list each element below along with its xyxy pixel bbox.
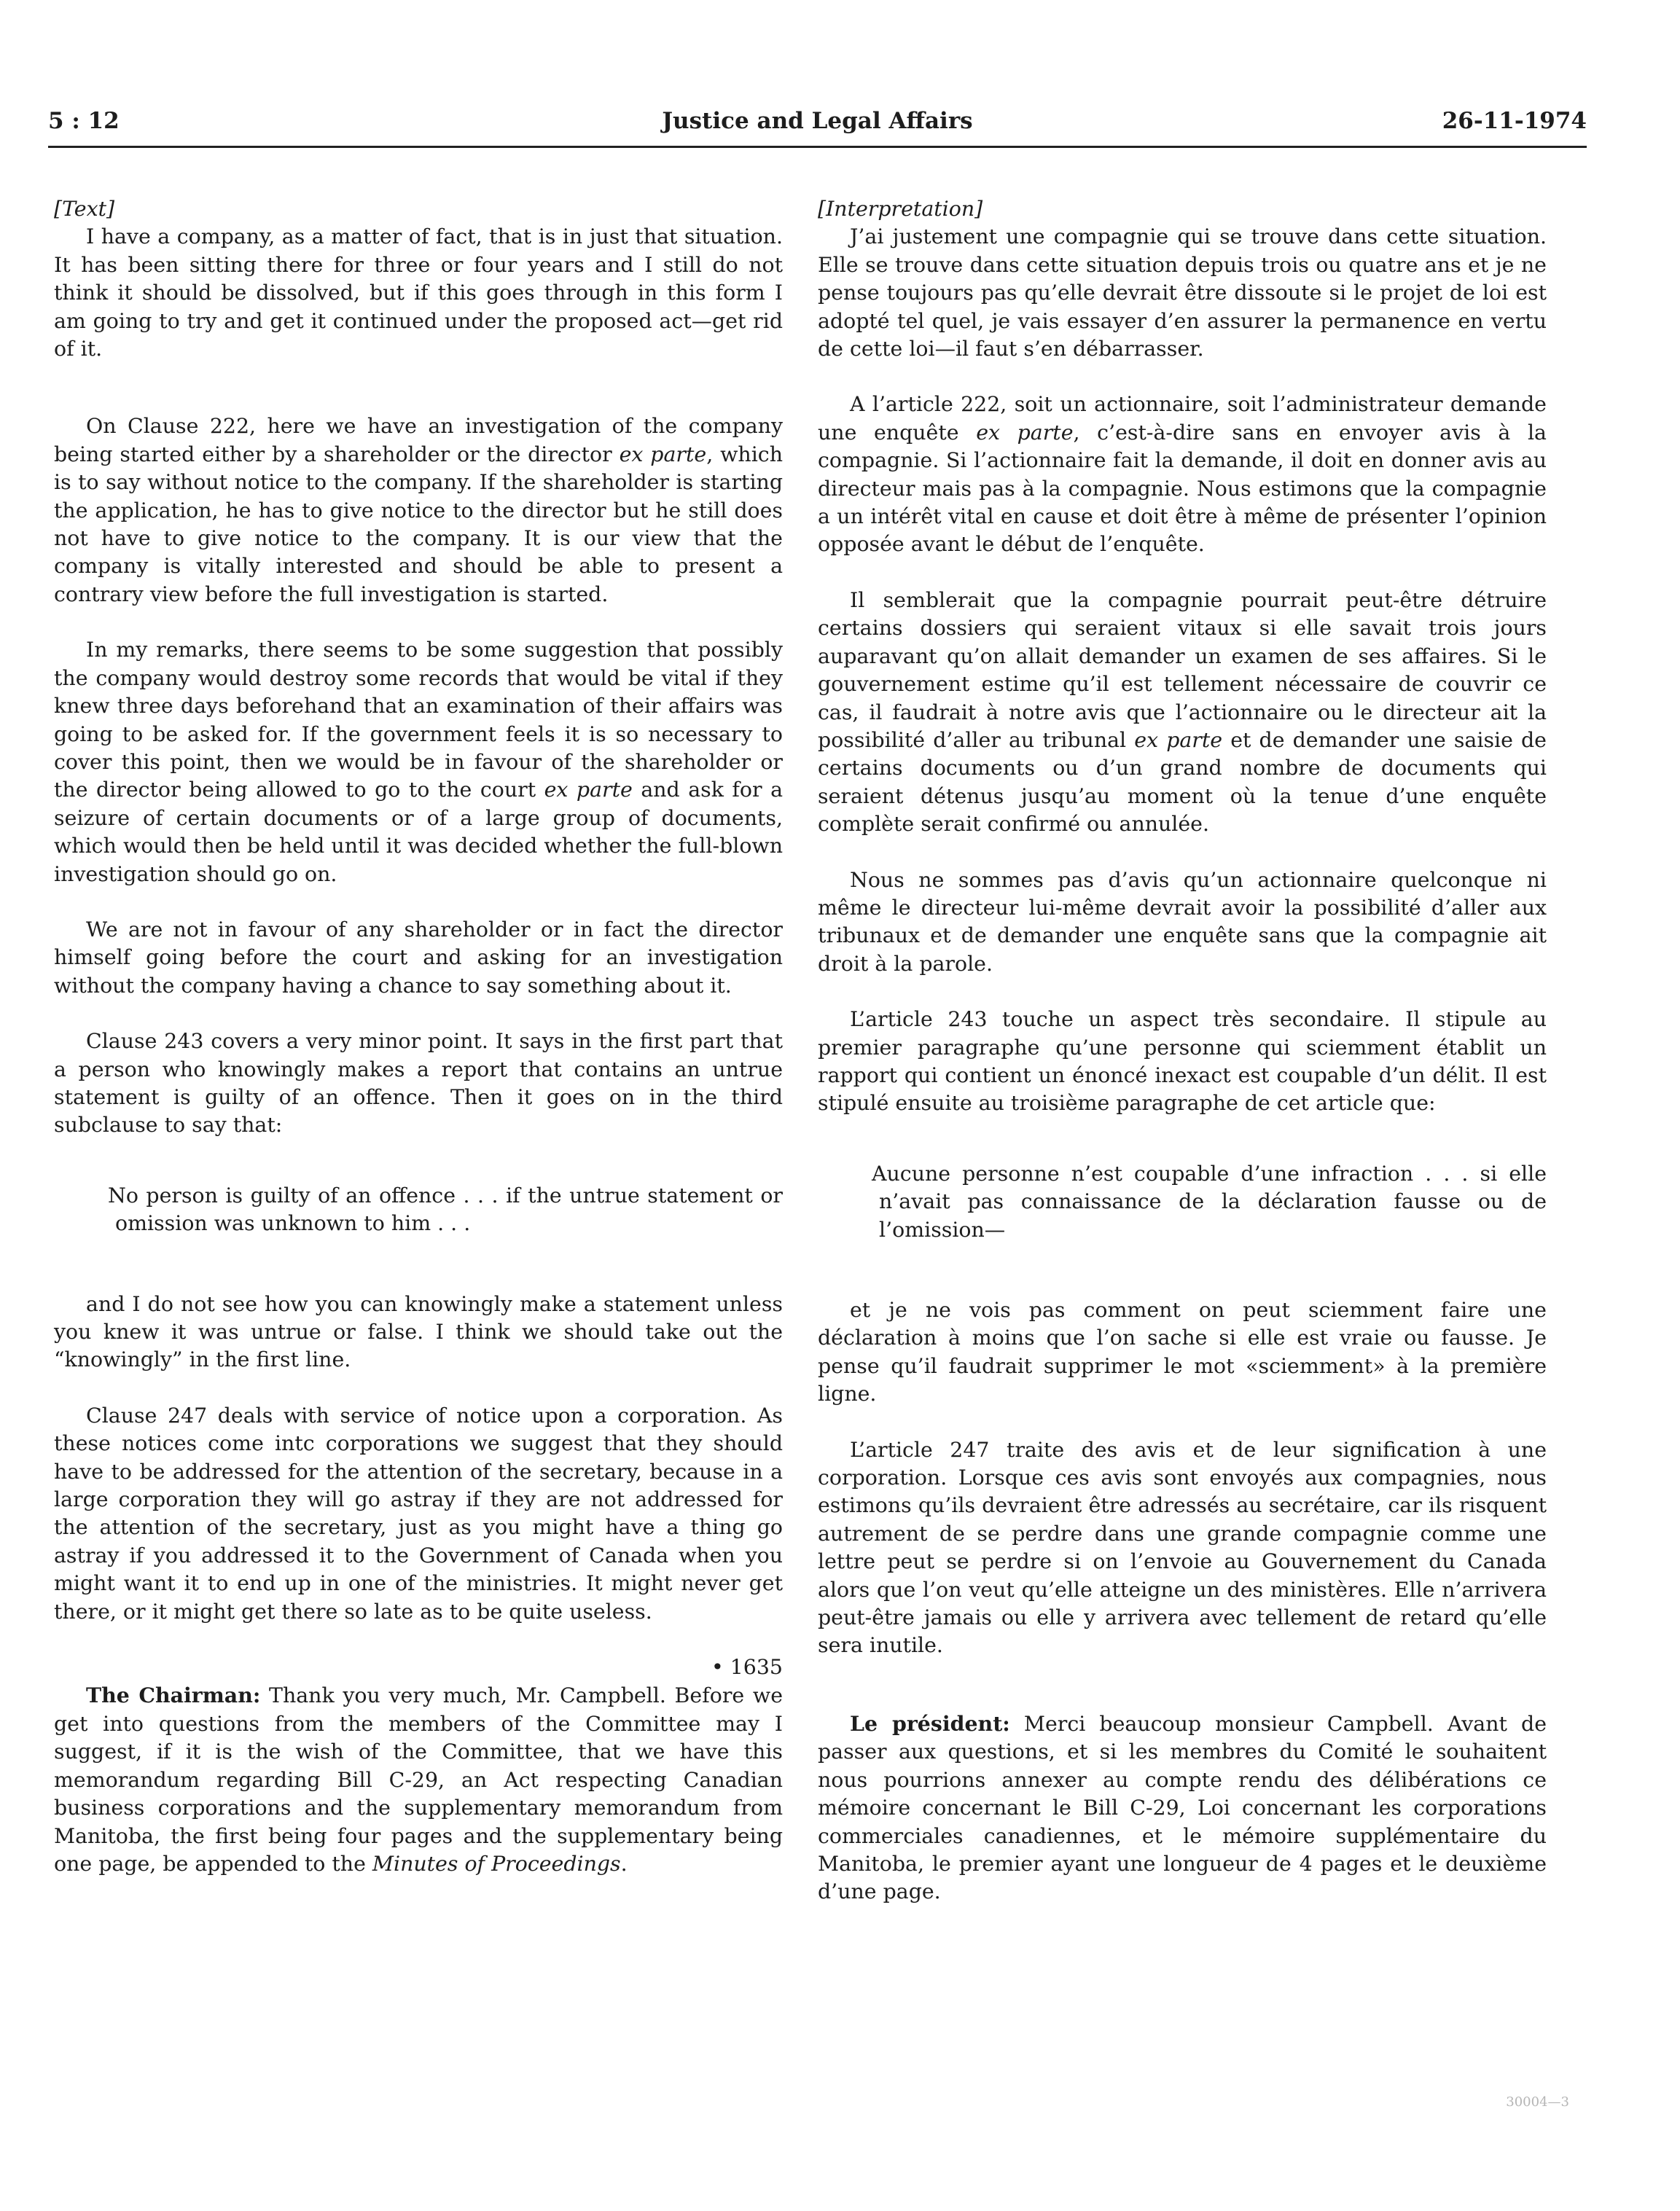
speaker-name: The Chairman: <box>86 1683 261 1708</box>
page-title: Justice and Legal Affairs <box>662 108 973 134</box>
paragraph: A l’article 222, soit un actionnaire, soit l’administrateur demande une enquête ex parte, c’est-à-dire sans en envoyer avis à la compagnie. Si l’actionnaire fait la demande, il doit en donner avis au directeur mais pas à la compagnie. Nous estimons que la compagnie a un intérêt vital en cause et doit être à même de présenter l’opinion opposée avant le début de l’enquête. <box>818 392 1547 557</box>
paragraph: Nous ne sommes pas d’avis qu’un actionnaire quelconque ni même le directeur lui-même devrait avoir la possibilité d’aller aux tribunaux et de demander une enquête sans que la compagnie ait droit à la parole. <box>818 867 1547 976</box>
speaker-name: Le président: <box>850 1710 1010 1736</box>
english-column <box>54 195 783 1906</box>
folio-mark: 30004—3 <box>1506 2094 1569 2110</box>
paragraph: Clause 243 covers a very minor point. It says in the first part that a person who knowingly makes a report that contains an untrue statement is guilty of an offence. Then it goes on in the third subclause to say that: <box>54 1029 783 1138</box>
time-marker: • 1635 <box>711 1655 783 1680</box>
block-quote: Aucune personne n’est coupable d’une infraction . . . si elle n’avait pas connaissance de la déclaration fausse ou de l’omission— <box>872 1161 1547 1242</box>
paragraph: In my remarks, there seems to be some suggestion that possibly the company would destroy some records that would be vital if they knew three days beforehand that an examination of their affairs was going to be asked for. If the government feels it is so necessary to cover this point, then we would be in favour of the shareholder or the director being allowed to go to the court ex parte and ask for a seizure of certain documents or of a large group of documents, which would then be held until it was decided whether the full-blown investigation should go on. <box>54 638 783 886</box>
block-quote: No person is guilty of an offence . . . if the untrue statement or omission was unknown to him . . . <box>108 1183 783 1236</box>
paragraph: We are not in favour of any shareholder or in fact the director himself going before the court and asking for an investigation without the company having a chance to say something about it. <box>54 917 783 998</box>
paragraph: L’article 243 touche un aspect très secondaire. Il stipule au premier paragraphe qu’une personne qui sciemment établit un rapport qui contient un énoncé inexact est coupable d’un délit. Il est stipulé ensuite au troisième paragraphe de cet article que: <box>818 1007 1547 1116</box>
interpretation-label: [Interpretation] <box>818 197 983 221</box>
paragraph: Le président: Merci beaucoup monsieur Campbell. Avant de passer aux questions, et si les membres du Comité le souhaitent nous pourrions annexer au compte rendu des délibérations ce mémoire concernant le Bill C-29, Loi concernant les corporations commerciales canadiennes, et le mémoire supplémentaire du Manitoba, le premier ayant une longueur de 4 pages et le deuxième d’une page. <box>818 1710 1547 1904</box>
page-number: 5 : 12 <box>48 108 120 134</box>
paragraph: Clause 247 deals with service of notice upon a corporation. As these notices come intc corporations we suggest that they should have to be addressed for the attention of the secretary, because in a large corporation they will go astray if they are not addressed for the attention of the secretary, just as you might have a thing go astray if you addressed it to the Government of Canada when you might want it to end up in one of the ministries. It might never get there, or it might get there so late as to be quite useless. <box>54 1403 783 1624</box>
paragraph: J’ai justement une compagnie qui se trouve dans cette situation. Elle se trouve dans cette situation depuis trois ou quatre ans et je ne pense toujours pas qu’elle devrait être dissoute si le projet de loi est adopté tel quel, je vais essayer d’en assurer la permanence en vertu de cette loi—il faut s’en débarrasser. <box>818 224 1547 361</box>
header-rule <box>48 146 1587 148</box>
text-label: [Text] <box>54 197 115 221</box>
paragraph: and I do not see how you can knowingly make a statement unless you knew it was untrue or false. I think we should take out the “knowingly” in the first line. <box>54 1291 783 1372</box>
paragraph: The Chairman: Thank you very much, Mr. Campbell. Before we get into questions from the members of the Committee may I suggest, if it is the wish of the Committee, that we have this memorandum regarding Bill C-29, an Act respecting Canadian business corporations and the supplementary memorandum from Manitoba, the first being four pages and the supplementary being one page, be appended to the Minutes of Proceedings. <box>54 1683 783 1876</box>
paragraph: L’article 247 traite des avis et de leur signification à une corporation. Lorsque ces avis sont envoyés aux compagnies, nous estimons qu’ils devraient être adressés au secrétaire, car ils risquent autrement de se perdre dans une grande compagnie comme une lettre peut se perdre si on l’envoie au Gouvernement du Canada alors que l’on veut qu’elle atteigne un des ministères. Elle n’arrivera peut-être jamais ou elle y arrivera avec tellement de retard qu’elle sera inutile. <box>818 1437 1547 1658</box>
header-date: 26-11-1974 <box>1442 108 1587 134</box>
running-header <box>48 108 1587 141</box>
paragraph: et je ne vois pas comment on peut sciemment faire une déclaration à moins que l’on sache si elle est vraie ou fausse. Je pense qu’il faudrait supprimer le mot «sciemment» à la première ligne. <box>818 1298 1547 1406</box>
paragraph: On Clause 222, here we have an investigation of the company being started either by a shareholder or the director ex parte, which is to say without notice to the company. If the shareholder is starting the application, he has to give notice to the director but he still does not have to give notice to the company. It is our view that the company is vitally interested and should be able to present a contrary view before the full investigation is started. <box>54 414 783 606</box>
paragraph: Il semblerait que la compagnie pourrait peut-être détruire certains dossiers qui seraient vitaux si elle savait trois jours auparavant qu’on allait demander un examen de ses affaires. Si le gouvernement estime qu’il est tellement nécessaire de couvrir ce cas, il faudrait à notre avis que l’actionnaire ou le directeur ait la possibilité d’aller au tribunal ex parte et de demander une saisie de certains documents ou d’un grand nombre de documents qui seraient détenus jusqu’au moment où la tenue d’une enquête complète serait confirmé ou annulée. <box>818 587 1547 837</box>
paragraph: I have a company, as a matter of fact, that is in just that situation. It has been sitting there for three or four years and I still do not think it should be dissolved, but if this goes through in this form I am going to try and get it continued under the proposed act—get rid of it. <box>54 224 783 361</box>
french-column <box>818 195 1547 1934</box>
